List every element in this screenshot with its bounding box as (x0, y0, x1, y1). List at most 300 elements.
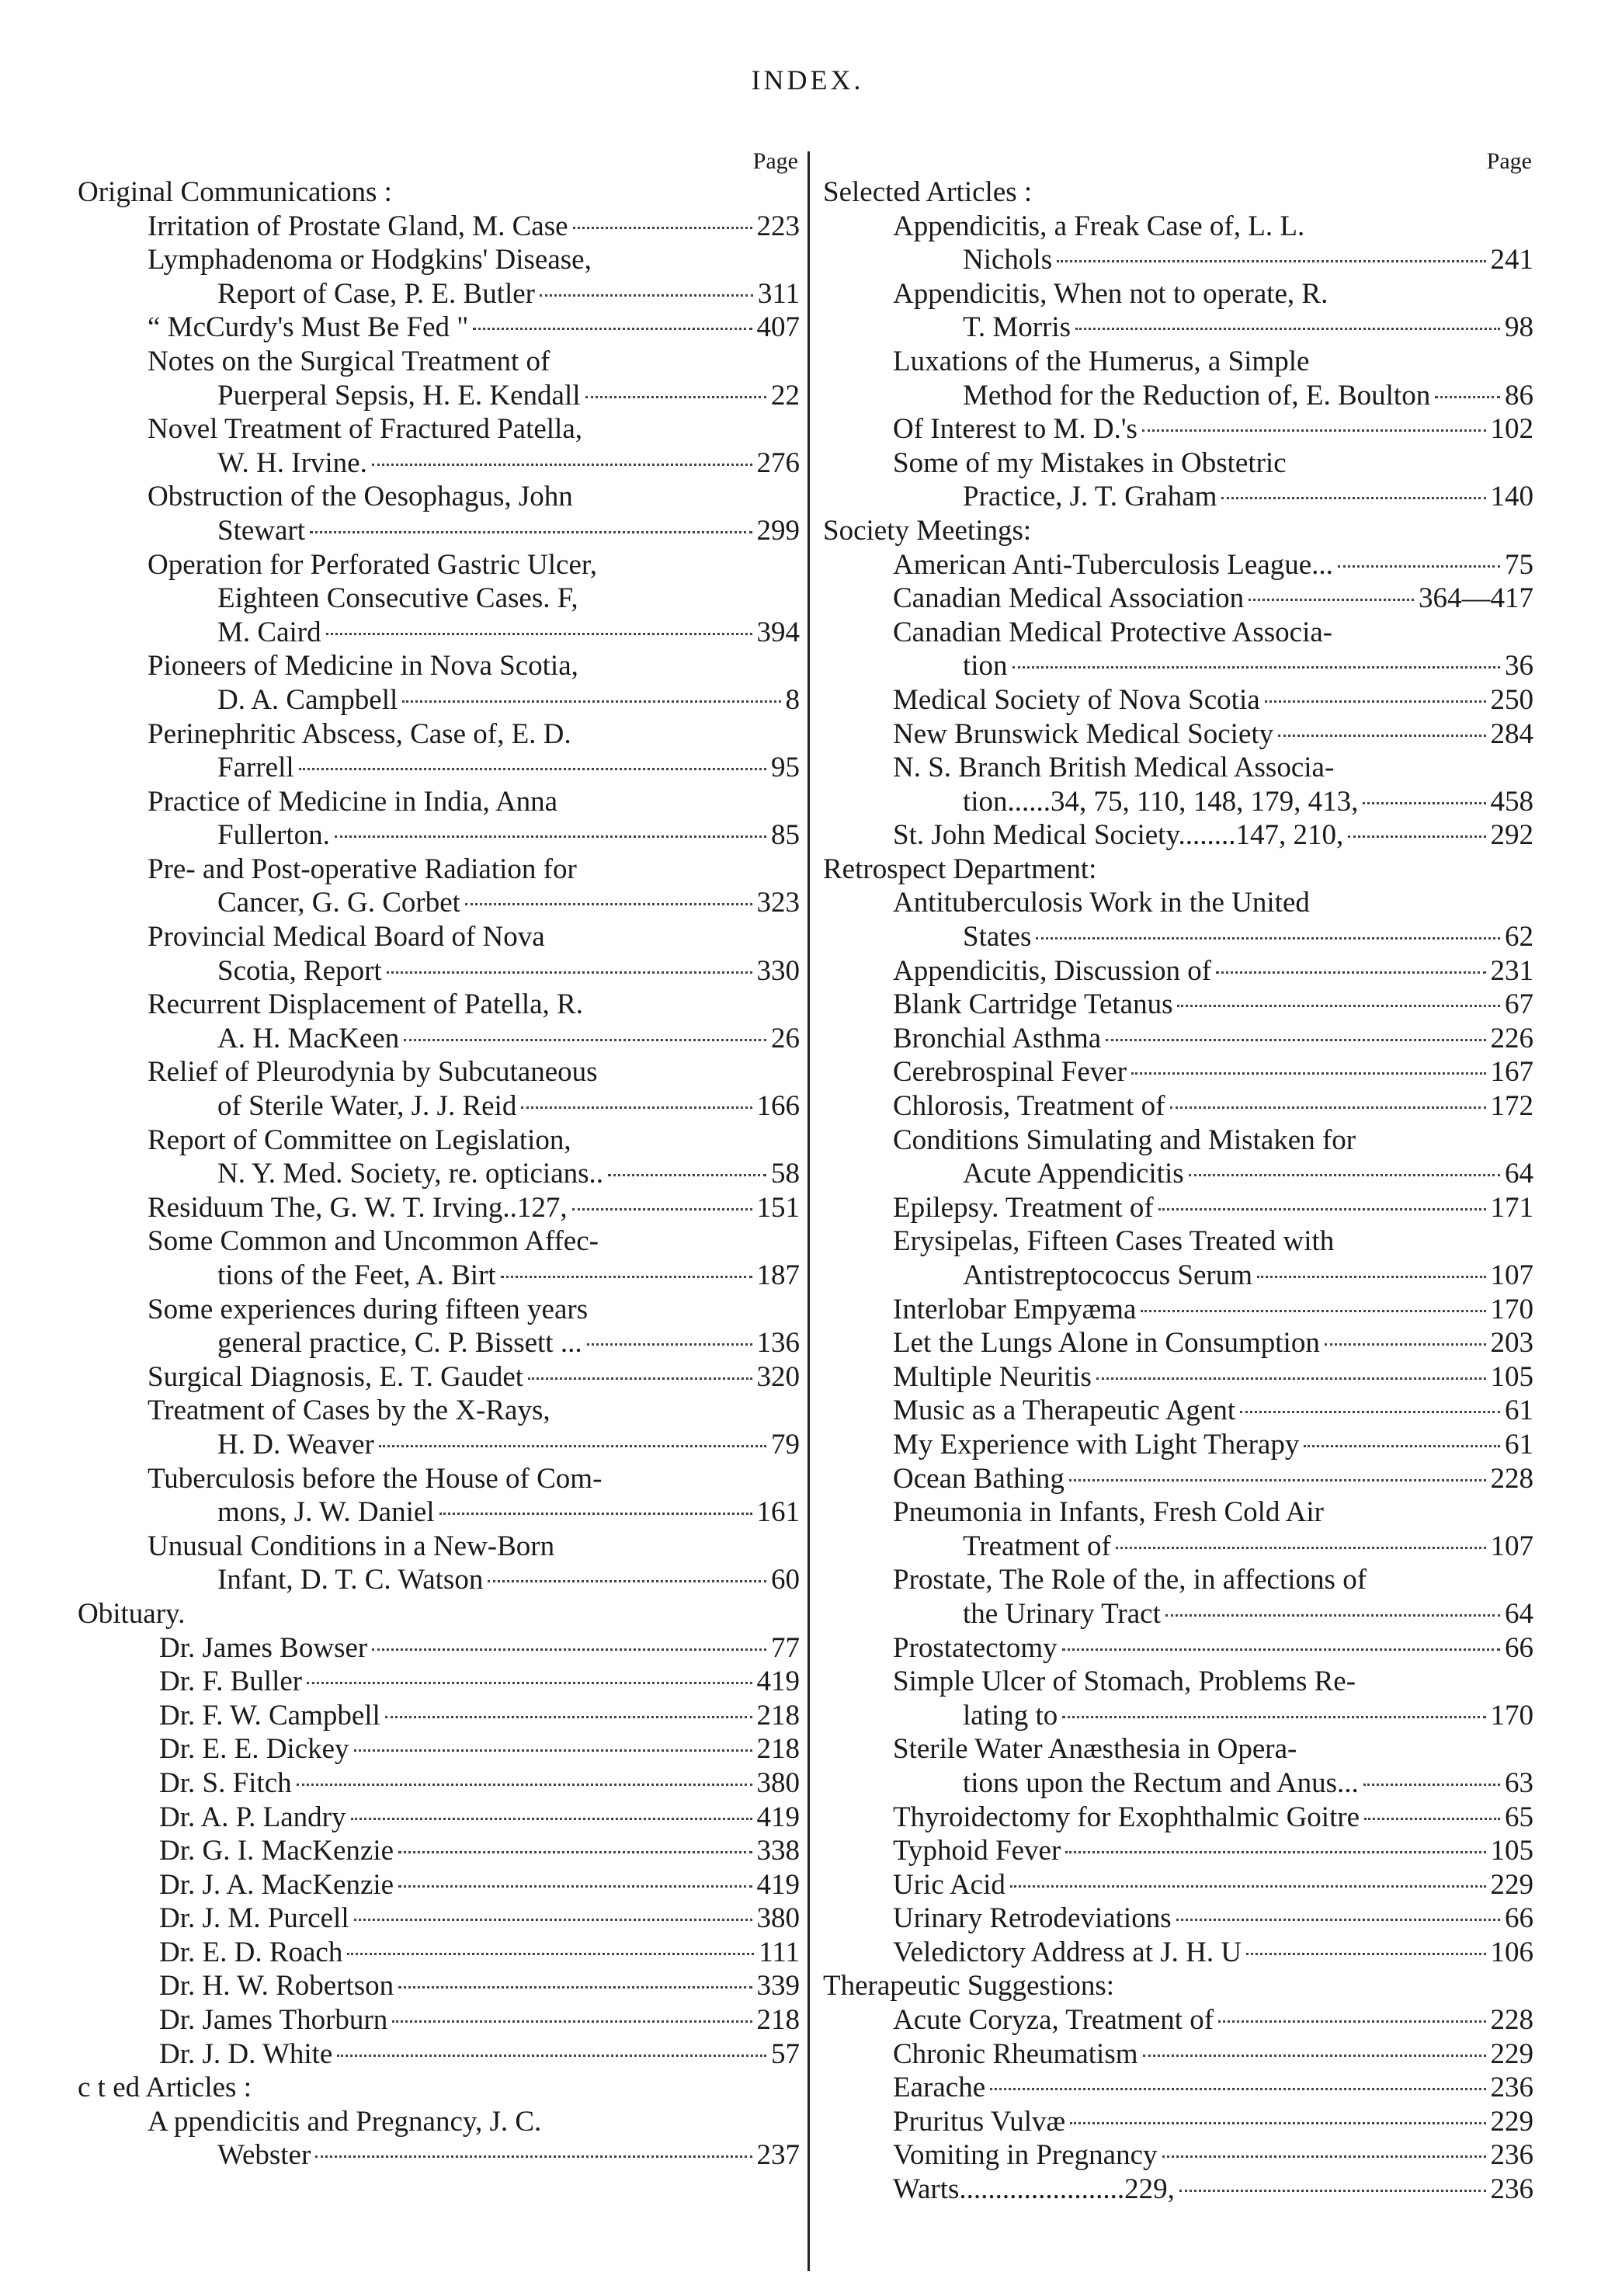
page-column-header: Page (1486, 148, 1532, 174)
page-number: 166 (756, 1090, 800, 1123)
entry-text: Dr. F. Buller (159, 1666, 303, 1698)
entry-text: Obstruction of the Oesophagus, John (148, 481, 573, 513)
entry-text: Uric Acid (893, 1868, 1005, 1901)
dot-leader (540, 294, 753, 297)
index-entry (78, 480, 800, 547)
entry-text: Appendicitis, a Freak Case of, L. L. (893, 210, 1305, 242)
index-entry (823, 616, 1533, 683)
page-number: 63 (1505, 1766, 1533, 1799)
dot-leader (1338, 565, 1500, 568)
entry-text: Provincial Medical Board of Nova (148, 921, 545, 953)
entry-text: Pneumonia in Infants, Fresh Cold Air (893, 1496, 1324, 1529)
index-entry (823, 2003, 1533, 2037)
index-entry (823, 1191, 1533, 1225)
index-entry (823, 345, 1533, 412)
dot-leader (1265, 700, 1486, 703)
index-entry (78, 1191, 800, 1225)
entry-text: Earache (893, 2072, 986, 2104)
page-number: 419 (756, 1801, 800, 1833)
entry-text: Puerperal Sepsis, H. E. Kendall (217, 379, 581, 412)
obituary-entry (78, 1665, 800, 1699)
entry-text: Report of Committee on Legislation, (148, 1124, 571, 1156)
page-number: 229 (1490, 2105, 1533, 2138)
dot-leader (299, 768, 766, 770)
dot-leader (1216, 971, 1485, 974)
page-number: 105 (1490, 1835, 1533, 1867)
dot-leader (1240, 1411, 1500, 1413)
section-original-communications (78, 175, 800, 1597)
dot-leader (1143, 2055, 1486, 2057)
index-entry (823, 818, 1533, 853)
dot-leader (372, 464, 752, 466)
index-entry (78, 1055, 800, 1123)
dot-leader (402, 700, 780, 703)
entry-text: Recurrent Displacement of Patella, R. (148, 988, 583, 1021)
dot-leader (1218, 2020, 1485, 2023)
dot-leader (351, 1818, 752, 1820)
entry-text: Surgical Diagnosis, E. T. Gaudet (148, 1360, 524, 1393)
page-title: INDEX. (751, 64, 864, 96)
page-number: 77 (771, 1631, 800, 1664)
page-number: 380 (756, 1766, 800, 1799)
index-entry (823, 1801, 1533, 1835)
entry-text: D. A. Campbell (217, 683, 398, 716)
entry-text: Thyroidectomy for Exophthalmic Goitre (893, 1801, 1360, 1833)
page-number: 85 (771, 819, 800, 852)
dot-leader (337, 2055, 766, 2057)
page-number: 320 (756, 1360, 800, 1393)
index-entry (823, 2037, 1533, 2072)
index-entry (823, 683, 1533, 717)
index-entry (78, 1530, 800, 1597)
entry-text: Ocean Bathing (893, 1462, 1065, 1495)
page-number: 61 (1505, 1395, 1533, 1427)
entry-text: Eighteen Consecutive Cases. F, (217, 582, 578, 615)
entry-text: Luxations of the Humerus, a Simple (893, 345, 1310, 377)
page-number: 107 (1490, 1530, 1533, 1562)
page-number: 86 (1505, 379, 1533, 412)
entry-text: Bronchial Asthma (893, 1022, 1102, 1054)
dot-leader (1036, 937, 1500, 940)
index-entry (823, 1326, 1533, 1360)
entry-text: Dr. F. W. Campbell (159, 1699, 380, 1732)
obituary-entry (78, 1732, 800, 1766)
page-number: 323 (756, 887, 800, 919)
page-number: 237 (756, 2139, 800, 2172)
right-column (823, 148, 1533, 2207)
dot-leader (372, 1648, 766, 1651)
entry-text: lating to (963, 1699, 1058, 1732)
entry-text: Of Interest to M. D.'s (893, 413, 1137, 446)
entry-text: Nichols (963, 244, 1053, 276)
index-entry (823, 1022, 1533, 1056)
entry-text: Fullerton. (217, 819, 330, 852)
page-number: 231 (1490, 954, 1533, 987)
obituary-entry (78, 1936, 800, 1970)
entry-text: Music as a Therapeutic Agent (893, 1395, 1236, 1427)
obituary-entry (78, 1902, 800, 1936)
page-number: 140 (1490, 481, 1533, 513)
dot-leader (385, 1716, 752, 1718)
index-entry (78, 785, 800, 853)
index-entry (823, 751, 1533, 818)
dot-leader (1062, 1716, 1485, 1718)
entry-text: Method for the Reduction of, E. Boulton (963, 379, 1431, 412)
page-number: 229 (1490, 1868, 1533, 1901)
index-entry (823, 210, 1533, 277)
index-entry (78, 649, 800, 717)
entry-text: Irritation of Prostate Gland, M. Case (148, 210, 568, 242)
entry-text: Dr. J. M. Purcell (159, 1902, 349, 1935)
page-number: 36 (1505, 650, 1533, 683)
entry-text: Cerebrospinal Fever (893, 1056, 1127, 1089)
dot-leader (307, 1682, 752, 1684)
entry-text: Dr. J. A. MacKenzie (159, 1868, 394, 1901)
page-number: 98 (1505, 311, 1533, 344)
page-number: 171 (1490, 1191, 1533, 1224)
page-number: 203 (1490, 1327, 1533, 1360)
obituary-entry (78, 1801, 800, 1835)
index-entry (78, 717, 800, 785)
page-number: 187 (756, 1259, 800, 1291)
entry-text: Perinephritic Abscess, Case of, E. D. (148, 717, 571, 750)
page-number: 105 (1490, 1360, 1533, 1393)
entry-text: Dr. James Bowser (159, 1631, 368, 1664)
dot-leader (1131, 1072, 1485, 1075)
index-entry (78, 1124, 800, 1191)
index-entry (823, 1462, 1533, 1496)
dot-leader (1257, 1276, 1486, 1278)
page-number: 61 (1505, 1428, 1533, 1461)
page-number: 241 (1490, 244, 1533, 276)
index-entry (78, 311, 800, 345)
entry-text: My Experience with Light Therapy (893, 1428, 1300, 1461)
entry-text: Practice of Medicine in India, Anna (148, 785, 558, 818)
entry-text: Veledictory Address at J. H. U (893, 1936, 1242, 1968)
index-entry (78, 412, 800, 480)
entry-text: M. Caird (217, 616, 321, 648)
index-entry (78, 1293, 800, 1360)
entry-text: H. D. Weaver (217, 1428, 374, 1461)
dot-leader (521, 1106, 752, 1109)
entry-text: Acute Coryza, Treatment of (893, 2004, 1214, 2037)
dot-leader (1325, 1343, 1486, 1346)
entry-text: Unusual Conditions in a New-Born (148, 1530, 555, 1562)
dot-leader (326, 633, 752, 635)
index-entry (823, 1665, 1533, 1732)
entry-text: Dr. James Thorburn (159, 2004, 388, 2037)
dot-leader (335, 835, 766, 838)
entry-text: Multiple Neuritis (893, 1360, 1092, 1393)
index-entry (823, 277, 1533, 345)
page-number: 111 (759, 1936, 800, 1968)
page-number: 161 (756, 1496, 800, 1529)
dot-leader (398, 1885, 752, 1888)
page-number: 64 (1505, 1158, 1533, 1190)
dot-leader (1179, 2190, 1486, 2192)
dot-leader (354, 1919, 752, 1921)
dot-leader (573, 227, 752, 229)
entry-text: Simple Ulcer of Stomach, Problems Re- (893, 1666, 1356, 1698)
dot-leader (1106, 1039, 1485, 1041)
entry-text: mons, J. W. Daniel (217, 1496, 435, 1529)
dot-leader (608, 1174, 766, 1176)
page-number: 218 (756, 1699, 800, 1732)
section-heading: Obituary. (78, 1597, 186, 1630)
index-entry (823, 1631, 1533, 1666)
obituary-entry (78, 1834, 800, 1868)
index-entry (823, 1360, 1533, 1395)
index-entry (823, 2173, 1533, 2207)
index-entry (823, 1563, 1533, 1631)
page-number: 102 (1490, 413, 1533, 446)
page-number: 228 (1490, 1462, 1533, 1495)
entry-text: “ McCurdy's Must Be Fed " (148, 311, 469, 344)
page-number: 26 (771, 1022, 800, 1054)
index-entry (78, 1394, 800, 1461)
entry-text: Dr. H. W. Robertson (159, 1970, 394, 2002)
section-heading: Retrospect Department: (823, 853, 1097, 885)
dot-leader (392, 2020, 752, 2023)
page-number: 62 (1505, 921, 1533, 953)
page-number: 22 (771, 379, 800, 412)
entry-text: tion......34, 75, 110, 148, 179, 413, (963, 785, 1359, 818)
obituary-entry (78, 1969, 800, 2003)
entry-text: Some of my Mistakes in Obstetric (893, 446, 1287, 479)
dot-leader (1221, 497, 1485, 499)
page-number: 60 (771, 1564, 800, 1596)
dot-leader (1363, 1784, 1500, 1786)
entry-text: Dr. J. D. White (159, 2037, 333, 2070)
dot-leader (315, 2155, 752, 2158)
page-number: 67 (1505, 988, 1533, 1021)
page-number: 64 (1505, 1597, 1533, 1630)
index-entry (78, 853, 800, 920)
column-divider (808, 151, 810, 2271)
dot-leader (1096, 1377, 1486, 1380)
page-number: 75 (1505, 548, 1533, 581)
dot-leader (572, 1208, 752, 1211)
entry-text: Cancer, G. G. Corbet (217, 887, 460, 919)
page-number: 407 (756, 311, 800, 344)
dot-leader (1170, 1106, 1486, 1109)
page-number: 106 (1490, 1936, 1533, 1968)
page-number: 394 (756, 616, 800, 648)
obituary-entry (78, 1766, 800, 1801)
page-number: 419 (756, 1666, 800, 1698)
dot-leader (439, 1513, 752, 1515)
section-selected-articles (823, 175, 1533, 514)
index-entry (823, 1089, 1533, 1124)
dot-leader (354, 1749, 752, 1752)
index-entry (78, 243, 800, 311)
entry-text: Let the Lungs Alone in Consumption (893, 1327, 1320, 1360)
index-entry (823, 1495, 1533, 1563)
entry-text: tions upon the Rectum and Anus... (963, 1766, 1359, 1799)
page-number: 65 (1505, 1801, 1533, 1833)
page-number: 236 (1490, 2139, 1533, 2172)
entry-text: Antituberculosis Work in the United (893, 887, 1310, 919)
page-number: 339 (756, 1970, 800, 2002)
dot-leader (1065, 1851, 1485, 1853)
index-entry (823, 548, 1533, 582)
index-entry (823, 2138, 1533, 2173)
entry-text: the Urinary Tract (963, 1597, 1161, 1630)
page-number: 66 (1505, 1631, 1533, 1664)
entry-text: A ppendicitis and Pregnancy, J. C. (148, 2105, 542, 2138)
dot-leader (1057, 260, 1485, 262)
entry-text: Infant, D. T. C. Watson (217, 1564, 484, 1596)
dot-leader (587, 1343, 752, 1346)
dot-leader (398, 1851, 752, 1853)
index-entry (823, 1936, 1533, 1970)
entry-text: Practice, J. T. Graham (963, 481, 1217, 513)
index-entry (823, 1428, 1533, 1462)
entry-text: Appendicitis, When not to operate, R. (893, 277, 1328, 310)
entry-text: Scotia, Report (217, 954, 382, 987)
entry-text: Lymphadenoma or Hodgkins' Disease, (148, 244, 592, 276)
page-number: 380 (756, 1902, 800, 1935)
entry-text: New Brunswick Medical Society (893, 717, 1274, 750)
entry-text: T. Morris (963, 311, 1071, 344)
page-number: 170 (1490, 1293, 1533, 1325)
entry-text: Farrell (217, 752, 294, 784)
entry-text: Dr. E. E. Dickey (159, 1733, 349, 1766)
entry-text: Operation for Perforated Gastric Ulcer, (148, 548, 597, 581)
page-number: 292 (1490, 819, 1533, 852)
dot-leader (387, 971, 752, 974)
page-number: 228 (1490, 2004, 1533, 2037)
dot-leader (1177, 1005, 1500, 1007)
page-number: 458 (1490, 785, 1533, 818)
obituary-entry (78, 2037, 800, 2072)
page-number: 79 (771, 1428, 800, 1461)
page-number: 218 (756, 1733, 800, 1766)
section-obituary (78, 1597, 800, 2071)
dot-leader (310, 531, 752, 533)
page-number: 364—417 (1419, 582, 1533, 615)
index-entry (78, 345, 800, 412)
entry-text: Canadian Medical Association (893, 582, 1245, 615)
index-entry (823, 412, 1533, 446)
section-retrospect-department (823, 853, 1533, 1970)
dot-leader (347, 1953, 754, 1955)
entry-text: Notes on the Surgical Treatment of (148, 345, 550, 377)
index-entry (823, 2105, 1533, 2139)
entry-text: Canadian Medical Protective Associa- (893, 616, 1333, 648)
page-number: 299 (756, 514, 800, 547)
dot-leader (398, 1986, 752, 1989)
entry-text: of Sterile Water, J. J. Reid (217, 1090, 517, 1123)
index-entry (823, 1868, 1533, 1902)
dot-leader (1435, 396, 1500, 398)
page-number: 330 (756, 954, 800, 987)
entry-text: W. H. Irvine. (217, 446, 367, 479)
page-number: 338 (756, 1835, 800, 1867)
section-therapeutic-suggestions (823, 1969, 1533, 2206)
page-number: 311 (757, 277, 800, 310)
entry-text: Acute Appendicitis (963, 1158, 1184, 1190)
page-number: 218 (756, 2004, 800, 2037)
page-number: 95 (771, 752, 800, 784)
entry-text: tion (963, 650, 1008, 683)
dot-leader (501, 1276, 752, 1278)
entry-text: Urinary Retrodeviations (893, 1902, 1172, 1935)
index-entry (823, 1055, 1533, 1089)
index-entry (823, 886, 1533, 953)
section-heading: Selected Articles : (823, 176, 1033, 208)
dot-leader (1141, 1310, 1485, 1312)
dot-leader (1142, 429, 1486, 432)
index-entry (823, 1902, 1533, 1936)
page-number: 57 (771, 2037, 800, 2070)
entry-text: N. Y. Med. Society, re. opticians.. (217, 1158, 604, 1190)
dot-leader (528, 1377, 752, 1380)
section-heading: Original Communications : (78, 176, 392, 208)
section-heading: c t ed Articles : (78, 2072, 252, 2104)
entry-text: Stewart (217, 514, 306, 547)
entry-text: Novel Treatment of Fractured Patella, (148, 413, 583, 446)
page-number: 172 (1490, 1090, 1533, 1123)
obituary-entry (78, 1868, 800, 1902)
entry-text: Chlorosis, Treatment of (893, 1090, 1165, 1123)
index-entry (78, 1224, 800, 1292)
entry-text: Treatment of Cases by the X-Rays, (148, 1395, 550, 1427)
index-entry (823, 1834, 1533, 1868)
dot-leader (1246, 1953, 1485, 1955)
entry-text: Some Common and Uncommon Affec- (148, 1225, 599, 1258)
index-entry (78, 1360, 800, 1395)
entry-text: Residuum The, G. W. T. Irving..127, (148, 1191, 568, 1224)
dot-leader (1116, 1547, 1486, 1549)
entry-text: Antistreptococcus Serum (963, 1259, 1252, 1291)
entry-text: Treatment of (963, 1530, 1111, 1562)
page-number: 8 (785, 683, 800, 716)
entry-text: Dr. G. I. MacKenzie (159, 1835, 394, 1867)
dot-leader (1158, 1208, 1486, 1211)
entry-text: Prostatectomy (893, 1631, 1058, 1664)
entry-text: A. H. MacKeen (217, 1022, 400, 1054)
dot-leader (1363, 802, 1485, 804)
page-number: 284 (1490, 717, 1533, 750)
page-number: 136 (756, 1327, 800, 1360)
entry-text: Pre- and Post-operative Radiation for (148, 853, 577, 885)
page-number: 419 (756, 1868, 800, 1901)
left-column (78, 148, 800, 2173)
dot-leader (1010, 1885, 1486, 1888)
dot-leader (1165, 1614, 1500, 1617)
index-entry (78, 210, 800, 244)
entry-text: Webster (217, 2139, 311, 2172)
index-entry (823, 954, 1533, 988)
index-entry (78, 548, 800, 650)
page-number: 167 (1490, 1056, 1533, 1089)
entry-text: Sterile Water Anæsthesia in Opera- (893, 1733, 1297, 1766)
dot-leader (1249, 599, 1414, 601)
entry-text: Some experiences during fifteen years (148, 1293, 589, 1325)
obituary-entry (78, 2003, 800, 2037)
index-entry (78, 988, 800, 1055)
dot-leader (1176, 1919, 1500, 1921)
index-entry (823, 1394, 1533, 1428)
dot-leader (1070, 2122, 1485, 2124)
index-entry (823, 717, 1533, 752)
entry-text: Chronic Rheumatism (893, 2037, 1138, 2070)
entry-text: Interlobar Empyæma (893, 1293, 1137, 1325)
page-number: 236 (1490, 2173, 1533, 2206)
index-entry (823, 1224, 1533, 1292)
entry-text: American Anti-Tuberculosis League... (893, 548, 1333, 581)
